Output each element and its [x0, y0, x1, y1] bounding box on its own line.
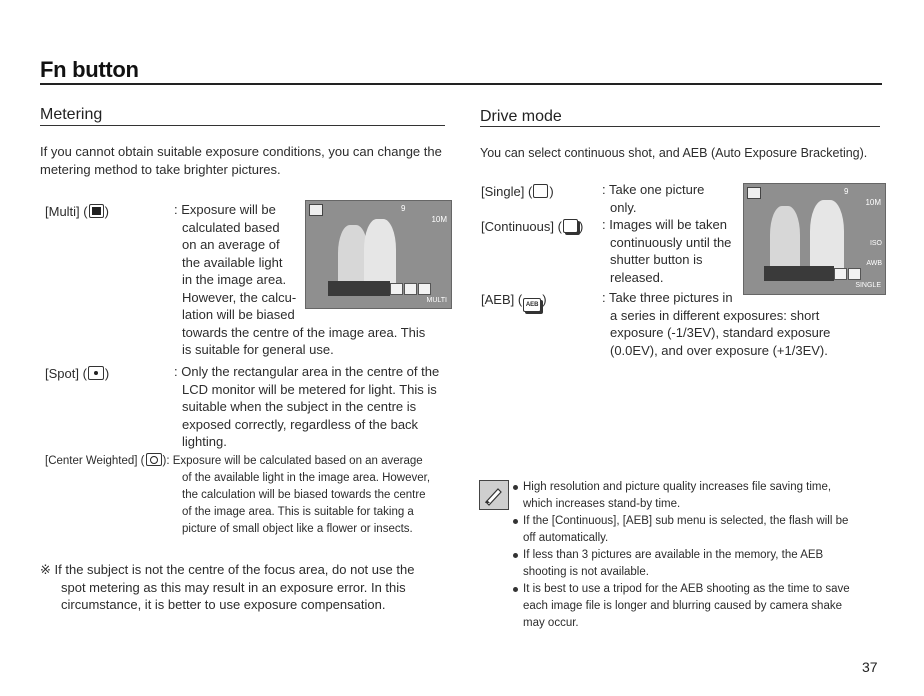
note-mark: ※	[40, 562, 51, 577]
continuous-desc: : Images will be taken continuously until the shutter button is released.	[602, 217, 732, 285]
multi-label: [Multi] ( )	[45, 204, 109, 219]
title-rule	[40, 83, 882, 85]
menu-bar	[764, 266, 834, 281]
drive-tips	[511, 479, 891, 632]
metering-lcd-image	[305, 200, 452, 309]
spot-metering-icon	[88, 366, 104, 380]
camera-mode-icon	[309, 204, 323, 216]
continuous-label: [Continuous] ( )	[481, 219, 584, 234]
shot-counter: 9	[844, 187, 849, 196]
mode-indicator: MULTI	[426, 297, 447, 304]
single-desc: : Take one picture only.	[602, 182, 705, 215]
menu-icon	[418, 283, 431, 295]
drive-lcd-image	[743, 183, 886, 295]
resolution-indicator: 10M	[865, 198, 881, 207]
resolution-indicator: 10M	[431, 215, 447, 224]
spot-label: [Spot] ( )	[45, 366, 110, 381]
center-weighted-icon	[146, 453, 162, 466]
menu-icon	[848, 268, 861, 280]
multi-metering-icon	[89, 204, 104, 218]
multi-desc: : Exposure will be calculated based on an average of the available light in the image area. However, the calcu- lation will be biased towards the centre of the image area. This is suitable for general use.	[174, 202, 426, 357]
awb-indicator: AWB	[866, 260, 882, 267]
single-label: [Single] ( )	[481, 184, 554, 199]
spot-label-text: [Spot] (	[45, 366, 87, 381]
menu-bar	[328, 281, 390, 296]
drive-heading: Drive mode	[480, 108, 562, 125]
single-shot-icon	[533, 184, 548, 198]
metering-intro: If you cannot obtain suitable exposure conditions, you can change the metering method to take brighter pictures.	[40, 144, 442, 177]
page-title: Fn button	[40, 57, 139, 82]
continuous-shot-icon	[563, 219, 578, 233]
tip-item: If less than 3 pictures are available in the memory, the AEB shooting is not available.	[511, 547, 891, 581]
page-number: 37	[862, 659, 878, 675]
metering-rule	[40, 125, 445, 126]
tip-item: It is best to use a tripod for the AEB shooting as the time to save each image file is longer and blurring caused by camera shake may occur.	[511, 581, 891, 632]
tip-item: If the [Continuous], [AEB] sub menu is selected, the flash will be off automatically.	[511, 513, 891, 547]
menu-icon	[404, 283, 417, 295]
shot-counter: 9	[401, 204, 406, 213]
multi-label-text: [Multi] (	[45, 204, 88, 219]
spot-desc: : Only the rectangular area in the centre of the LCD monitor will be metered for light. This is suitable when the subject in the centre is exposed correctly, regardless of the back lighting.	[174, 364, 440, 449]
mode-indicator: SINGLE	[855, 282, 881, 289]
aeb-icon: AEB	[523, 298, 541, 312]
tip-item: High resolution and picture quality increases file saving time, which increases stand-by time.	[511, 479, 891, 513]
iso-indicator: ISO	[869, 240, 882, 247]
metering-heading: Metering	[40, 106, 103, 123]
center-weighted-label: [Center Weighted] ( ): Exposure will be calculated based on an average	[45, 455, 423, 467]
note-pencil-icon	[479, 480, 509, 510]
metering-note: ※ If the subject is not the centre of the focus area, do not use the spot metering as this may result in an exposure error. In this circumstance, it is better to use exposure compensation.	[40, 562, 415, 612]
menu-icon	[834, 268, 847, 280]
camera-mode-icon	[747, 187, 761, 199]
center-weighted-desc: of the available light in the image area. However, the calculation will be biased towards the centre of the image area. This is suitable for taking a picture of small object like a flower or insects.	[182, 472, 431, 535]
aeb-desc: : Take three pictures in a series in different exposures: short exposure (-1/3EV), standard exposure (0.0EV), and over exposure (+1/3EV).	[602, 290, 831, 358]
drive-rule	[480, 126, 880, 127]
drive-intro: You can select continuous shot, and AEB (Auto Exposure Bracketing).	[480, 146, 868, 160]
menu-icon	[390, 283, 403, 295]
aeb-label: [AEB] ( AEB )	[481, 292, 547, 312]
